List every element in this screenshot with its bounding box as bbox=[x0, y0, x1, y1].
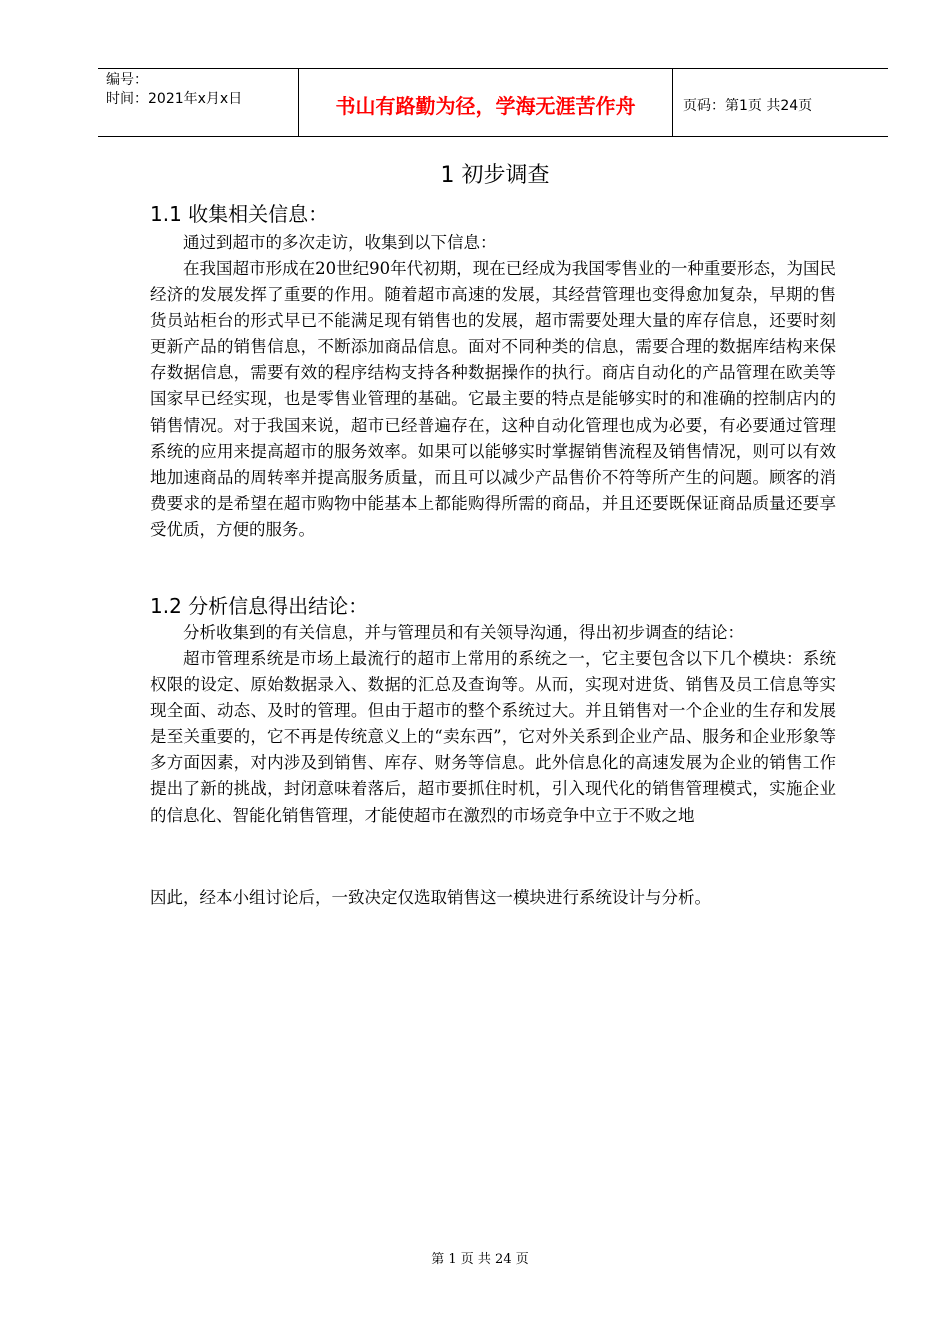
paragraph: 通过到超市的多次走访，收集到以下信息： bbox=[183, 233, 497, 252]
section-heading: 1.1 收集相关信息： bbox=[150, 202, 329, 226]
paragraph: 超市管理系统是市场上最流行的超市上常用的系统之一，它主要包含以下几个模块：系统权限的设定、原始数据录入、数据的汇总及查询等。从而，实现对进货、销售及员工信息等实现全面、动态、及时的管理。但由于超市的整个系统过大。并且销售对一个企业的生存和发展是至关重要的，它不再是传统意义上的“卖东西”，它对外关系到企业产品、服务和企业形象等多方面因素，对内涉及到销售、库存、财务等信息。此外信息化的高速发展为企业的销售工作提出了新的挑战，封闭意味着落后，超市要抓住时机，引入现代化的销售管理模式，实施企业的信息化、智能化销售管理，才能使超市在激烈的市场竞争中立于不败之地 bbox=[150, 649, 836, 825]
paragraph: 在我国超市形成在20世纪90年代初期，现在已经成为我国零售业的一种重要形态，为国民经济的发展发挥了重要的作用。随着超市高速的发展，其经营管理也变得愈加复杂，早期的售货员站柜台的形式早已不能满足现有销售也的发展，超市需要处理大量的库存信息，还要时刻更新产品的销售信息，不断添加商品信息。面对不同种类的信息，需要合理的数据库结构来保存数据信息，需要有效的程序结构支持各种数据操作的执行。商店自动化的产品管理在欧美等国家早已经实现，也是零售业管理的基础。它最主要的特点是能够实时的和准确的控制店内的销售情况。对于我国来说，超市已经普遍存在，这种自动化管理也成为必要，有必要通过管理系统的应用来提高超市的服务效率。如果可以能够实时掌握销售流程及销售情况，则可以有效地加速商品的周转率并提高服务质量，而且可以减少产品售价不符等所产生的问题。顾客的消费要求的是希望在超市购物中能基本上都能购得所需的商品，并且还要既保证商品质量还要享受优质，方便的服务。 bbox=[150, 259, 836, 539]
paragraph: 因此，经本小组讨论后，一致决定仅选取销售这一模块进行系统设计与分析。 bbox=[150, 888, 711, 907]
header-motto: 书山有路勤为径，学海无涯苦作舟 bbox=[299, 69, 673, 136]
section-heading: 1.2 分析信息得出结论： bbox=[150, 594, 369, 618]
document-title: 1 初步调查 bbox=[440, 163, 550, 188]
page-header bbox=[98, 68, 888, 137]
number-label: 编号： bbox=[106, 72, 148, 88]
page-footer: 第 1 页 共 24 页 bbox=[431, 1252, 529, 1267]
header-meta bbox=[98, 69, 299, 136]
header-page-info: 页码：第1页 共24页 bbox=[683, 97, 813, 114]
paragraph: 分析收集到的有关信息，并与管理员和有关领导沟通，得出初步调查的结论： bbox=[183, 623, 744, 642]
time-label: 时间：2021年x月x日 bbox=[106, 91, 243, 107]
